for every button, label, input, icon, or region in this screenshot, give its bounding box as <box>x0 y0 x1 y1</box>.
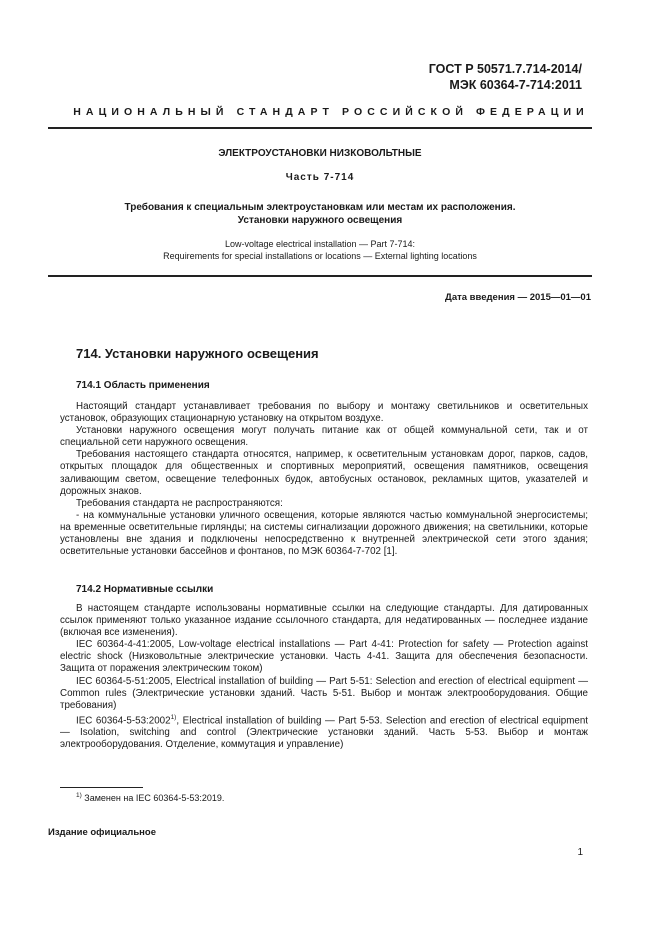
title-english-line2: Requirements for special installations or locations — External lighting locations <box>163 251 477 261</box>
gost-designation-line2: МЭК 60364-7-714:2011 <box>449 78 582 92</box>
paragraph: В настоящем стандарте использованы нормативные ссылки на следующие стандарты. Для датированных ссылок применяют только указанное издание ссылочного стандарта, для недатированных — последнее издание (включая все изменения). <box>60 603 588 639</box>
scope-text <box>60 401 588 558</box>
footnote <box>76 792 224 803</box>
page-number: 1 <box>577 847 583 858</box>
title-english-line1: Low-voltage electrical installation — Part 7-714: <box>224 239 416 249</box>
effective-date: Дата введения — 2015—01—01 <box>445 292 591 303</box>
footnote-rule <box>60 787 143 788</box>
title-part: Часть 7-714 <box>285 172 355 183</box>
official-edition-label: Издание официальное <box>48 827 156 838</box>
reference-code: IEC 60364-5-53:2002 <box>76 715 171 727</box>
footnote-marker: 1) <box>170 713 177 721</box>
title-rule <box>48 275 592 277</box>
header-rule <box>48 127 592 129</box>
title-subtitle-line2: Установки наружного освещения <box>237 215 403 226</box>
title-subtitle-line1: Требования к специальным электроустановкам или местам их расположения. <box>124 202 516 213</box>
reference-item: IEC 60364-4-41:2005, Low-voltage electrical installations — Part 4-41: Protection for safety — Protection against electric shock (Низковольтные электрические установки. Часть 4-41. Защита для обеспечения безопасности. Защита от поражения электрическим током) <box>60 639 588 675</box>
reference-item <box>60 712 588 752</box>
footnote-text: Заменен на IEC 60364-5-53:2019. <box>81 793 225 803</box>
paragraph: Требования настоящего стандарта относятся, например, к осветительным установкам дорог, парков, садов, открытых площадок для общественных и спортивных мероприятий, освещения памятников, освещения заливающим светом, освещение телефонных будок, автобусных остановок, рекламных щитов, указателей и дорожных знаков. <box>60 449 588 497</box>
section-heading: 714. Установки наружного освещения <box>76 346 319 361</box>
paragraph: Настоящий стандарт устанавливает требования по выбору и монтажу светильников и осветительных установок, образующих стационарную установку на открытом воздухе. <box>60 401 588 425</box>
reference-text: , Electrical installation of building — Part 5-53. Selection and erection of electrical equipment — Isolation, switching and control (Электрические установки зданий. Часть 5-53. Выбор и монтаж электрооборудования. Отделение, коммутация и управление) <box>60 715 588 751</box>
gost-designation-line1: ГОСТ Р 50571.7.714-2014/ <box>428 62 582 76</box>
national-standard-banner: НАЦИОНАЛЬНЫЙ СТАНДАРТ РОССИЙСКОЙ ФЕДЕРАЦИИ <box>73 106 589 118</box>
subsection-heading-scope: 714.1 Область применения <box>76 380 210 391</box>
title-subtitle <box>48 201 592 227</box>
footnote-mark: 1) <box>76 792 82 799</box>
references-text <box>60 603 588 751</box>
paragraph: - на коммунальные установки уличного освещения, которые являются частью коммунальной энергосистемы; на временные осветительные гирлянды; на системы сигнализации дорожного движения; на светильники, которые установлены вне здания и подключены непосредственно к внутренней электрической сети этого здания; осветительные установки бассейнов и фонтанов, по МЭК 60364-7-702 [1]. <box>60 509 588 558</box>
paragraph: Установки наружного освещения могут получать питание как от общей коммунальной сети, так и от специальной сети наружного освещения. <box>60 425 588 449</box>
paragraph: Требования стандарта не распространяются: <box>76 497 283 509</box>
title-main: ЭЛЕКТРОУСТАНОВКИ НИЗКОВОЛЬТНЫЕ <box>218 148 422 159</box>
reference-item: IEC 60364-5-51:2005, Electrical installation of building — Part 5-51: Selection and erection of electrical equipment — Common rules (Электрические установки зданий. Часть 5-51. Выбор и монтаж электрооборудования. Общие требования) <box>60 675 588 711</box>
subsection-heading-references: 714.2 Нормативные ссылки <box>76 584 214 595</box>
title-english <box>48 238 592 262</box>
